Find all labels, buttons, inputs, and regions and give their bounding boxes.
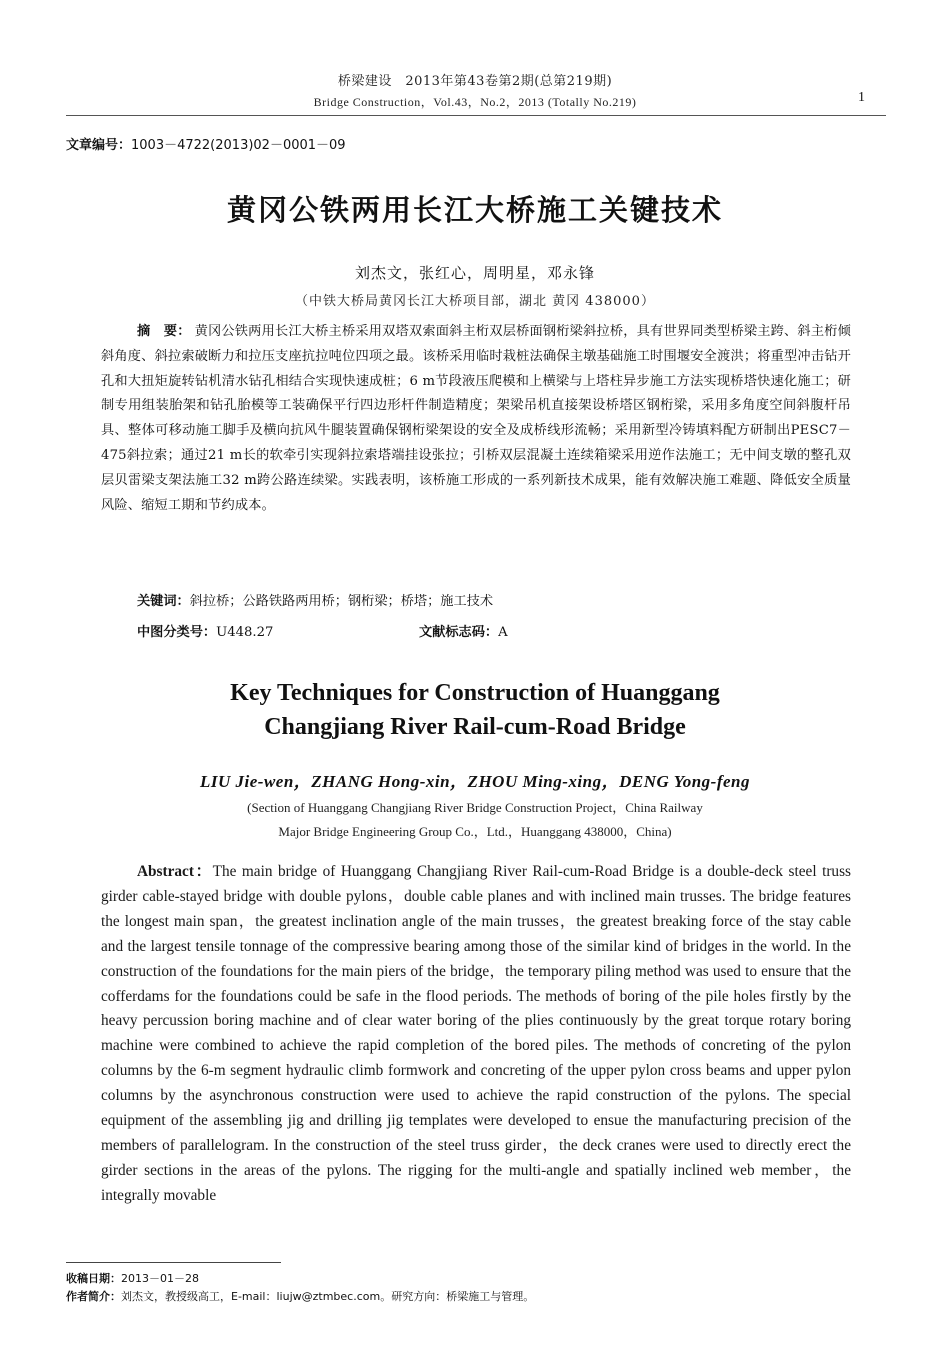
title-cn: 黄冈公铁两用长江大桥施工关键技术: [226, 193, 723, 227]
received-date-value: 2013－01－28: [121, 1272, 199, 1285]
article-number-label: 文章编号：: [66, 138, 132, 153]
footnote-rule: [66, 1262, 281, 1263]
clc-value: U448.27: [216, 625, 274, 640]
received-date-label: 收稿日期：: [66, 1272, 121, 1285]
document-code: [419, 621, 508, 640]
title-en: [0, 676, 950, 744]
author-bio-label: 作者简介：: [66, 1290, 121, 1303]
page-number: 1: [858, 90, 865, 105]
article-number: [66, 134, 346, 153]
journal-header-en: Bridge Construction，Vol.43，No.2，2013 (Totally No.219): [313, 95, 637, 109]
header-rule: [66, 115, 886, 116]
keywords-cn: [137, 590, 851, 609]
document-code-label: 文献标志码：: [419, 625, 499, 640]
affiliation-cn: （中铁大桥局黄冈长江大桥项目部，湖北 黄冈 438000）: [295, 294, 655, 309]
title-en-line-2: Changjiang River Rail-cum-Road Bridge: [264, 714, 686, 740]
keywords-cn-text: 斜拉桥；公路铁路两用桥；钢桁梁；桥塔；施工技术: [189, 594, 494, 609]
abstract-cn-label: 摘 要：: [137, 324, 191, 339]
clc-label: 中图分类号：: [137, 625, 217, 640]
abstract-cn: [101, 320, 851, 518]
author-bio-value: 刘杰文，教授级高工，E-mail：liujw@ztmbec.com。研究方向：桥梁施工与管理。: [121, 1290, 535, 1303]
authors-cn: 刘杰文，张红心，周明星，邓永锋: [354, 264, 595, 282]
title-en-line-1: Key Techniques for Construction of Huanggang: [230, 680, 720, 706]
authors-en: LIU Jie-wen，ZHANG Hong-xin，ZHOU Ming-xing，DENG Yong-feng: [200, 772, 750, 791]
classification-line: [137, 621, 851, 640]
abstract-cn-text: 黄冈公铁两用长江大桥主桥采用双塔双索面斜主桁双层桥面钢桁梁斜拉桥，具有世界同类型桥梁主跨、斜主桁倾斜角度、斜拉索破断力和拉压支座抗拉吨位四项之最。该桥采用临时栽桩法确保主墩基础施工时围堰安全渡洪；将重型冲击钻开孔和大扭矩旋转钻机清水钻孔相结合实现快速成桩；6 m节段液压爬模和上横梁与上塔柱异步施工方法实现桥塔快速化施工；研制专用组装胎架和钻孔胎模等工装确保平行四边形杆件制造精度；架梁吊机直接架设桥塔区钢桁梁，采用多角度空间斜腹杆吊具、整体可移动施工脚手及横向抗风牛腿装置确保钢桁梁架设的安全及成桥线形流畅；采用新型冷铸填料配方研制出PESC7－475斜拉索；通过21 m长的软牵引实现斜拉索塔端挂设张拉；引桥双层混凝土连续箱梁采用逆作法施工；无中间支墩的整孔双层贝雷梁支架法施工32 m跨公路连续梁。实践表明，该桥施工形成的一系列新技术成果，能有效解决施工难题、降低安全质量风险、缩短工期和节约成本。: [101, 324, 851, 513]
abstract-en-label: Abstract：: [137, 863, 213, 880]
abstract-en-text: The main bridge of Huanggang Changjiang River Rail-cum-Road Bridge is a double-deck steel truss girder cable-stayed bridge with double pylons，double cable planes and with inclined main trusses. The bridge features the longest main span，the greatest inclination angle of the main trusses，the greatest breaking force of the stay cable and the largest tensile tonnage of the compressive bearing among those of the similar kind of bridges in the world. In the construction of the foundations for the main piers of the bridge，the temporary piling method was used to ensure that the cofferdams for the foundations could be safe in the flood periods. The methods of boring of the pile holes firstly by the heavy percussion boring machine and of clear water boring of the plies continuously by the great torque rotary boring machine were combined to achieve the rapid completion of the bored piles. The methods of concreting of the pylon columns by the 6-m segment hydraulic climb formwork and concreting of the upper pylon cross beams and upper pylon columns by the asynchronous construction were used to achieve the rapid construction of the pylons. The special equipment of the assembling jig and drilling jig templates were developed to ensue the manufacturing precision of the members of parallelogram. In the construction of the steel truss girder，the deck cranes were used to directly erect the girder sections in the areas of the pylons. The rigging for the multi-angle and spatially inclined web member，the integrally movable: [101, 863, 851, 1204]
article-number-value: 1003－4722(2013)02－0001－09: [131, 138, 346, 153]
affiliation-en: [0, 796, 950, 844]
journal-header-cn: 桥梁建设 2013年第43卷第2期(总第219期): [337, 74, 613, 89]
received-date: [66, 1270, 199, 1286]
affiliation-en-line-2: Major Bridge Engineering Group Co.，Ltd.，Huanggang 438000，China): [278, 824, 672, 839]
document-code-value: A: [498, 625, 508, 640]
author-bio: [66, 1288, 534, 1304]
affiliation-en-line-1: (Section of Huanggang Changjiang River Bridge Construction Project，China Railway: [247, 800, 703, 815]
keywords-cn-label: 关键词：: [137, 594, 190, 609]
abstract-en: [101, 860, 851, 1209]
